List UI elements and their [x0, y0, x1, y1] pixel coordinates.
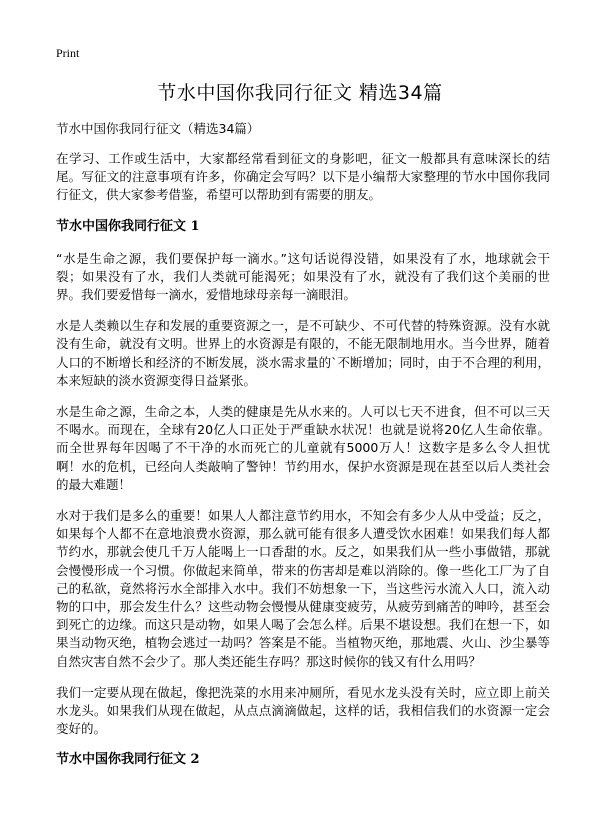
article-body: [56, 120, 550, 783]
print-link[interactable]: Print: [56, 46, 80, 60]
section-1-paragraph-4: 水对于我们是多么的重要！如果人人都注意节约用水，不知会有多少人从中受益；反之，如果每个人都不在意地浪费水资源，那么就可能有很多人遭受饮水困难！如果我们每人都节约水，那就会使几千万人能喝上一口香甜的水。反之，如果我们从一些小事做错，那就会慢慢形成一个习惯。你做起来简单，带来的伤害却是难以消除的。像一些化工厂为了自己的私欲，竟然将污水全部排入水中。我们不妨想象一下，当这些污水流入人口，流入动物的口中，那会发生什么？这些动物会慢慢从健康变疲劳，从疲劳到痛苦的呻吟，甚至会到死亡的边缘。而这只是动物，如果人喝了会怎么样。后果不堪设想。我们在想一下，如果当动物灭绝，植物会逃过一劫吗？答案是不能。当植物灭绝，那地震、火山、沙尘暴等自然灾害自然不会少了。那人类还能生存吗？那这时候你的钱又有什么用吗？: [56, 508, 550, 669]
page-title: 节水中国你我同行征文 精选34篇: [157, 82, 443, 104]
section-heading-1: 节水中国你我同行征文 1: [56, 218, 200, 234]
section-1-paragraph-1: “水是生命之源，我们要保护每一滴水。”这句话说得没错，如果没有了水，地球就会干裂；如果没有了水，我们人类就可能渴死；如果没有了水，就没有了我们这个美丽的世界。我们要爱惜每一滴水，爱惜地球母亲每一滴眼泪。: [56, 250, 550, 303]
intro-paragraph: 在学习、工作或生活中，大家都经常看到征文的身影吧，征文一般都具有意味深长的结尾。写征文的注意事项有许多，你确定会写吗？以下是小编帮大家整理的节水中国你我同行征文，供大家参考借鉴，希望可以帮助到有需要的朋友。: [56, 151, 550, 203]
section-1-paragraph-2: 水是人类赖以生存和发展的重要资源之一，是不可缺少、不可代替的特殊资源。没有水就没有生命，就没有文明。世界上的水资源是有限的，不能无限制地用水。当今世界，随着人口的不断增长和经济的不断发展，淡水需求量的`不断增加；同时，由于不合理的利用，本来短缺的淡水资源变得日益紧张。: [56, 318, 550, 388]
article-subtitle: 节水中国你我同行征文（精选34篇）: [56, 121, 260, 136]
section-1-paragraph-3: 水是生命之源，生命之本，人类的健康是先从水来的。人可以七天不进食，但不可以三天不喝水。而现在，全球有20亿人口正处于严重缺水状况！也就是说将20亿人生命依靠。而全世界每年因喝了不干净的水而死亡的儿童就有5000万人！这数字是多么令人担忧啊！水的危机，已经向人类敲响了警钟！节约用水，保护水资源是现在甚至以后人类社会的最大难题！: [56, 404, 550, 492]
section-1-paragraph-5: 我们一定要从现在做起，像把洗菜的水用来冲厕所，看见水龙头没有关时，应立即上前关水龙头。如果我们从现在做起，从点点滴滴做起，这样的话，我相信我们的水资源一定会变好的。: [56, 684, 550, 737]
section-heading-2: 节水中国你我同行征文 2: [56, 752, 200, 768]
